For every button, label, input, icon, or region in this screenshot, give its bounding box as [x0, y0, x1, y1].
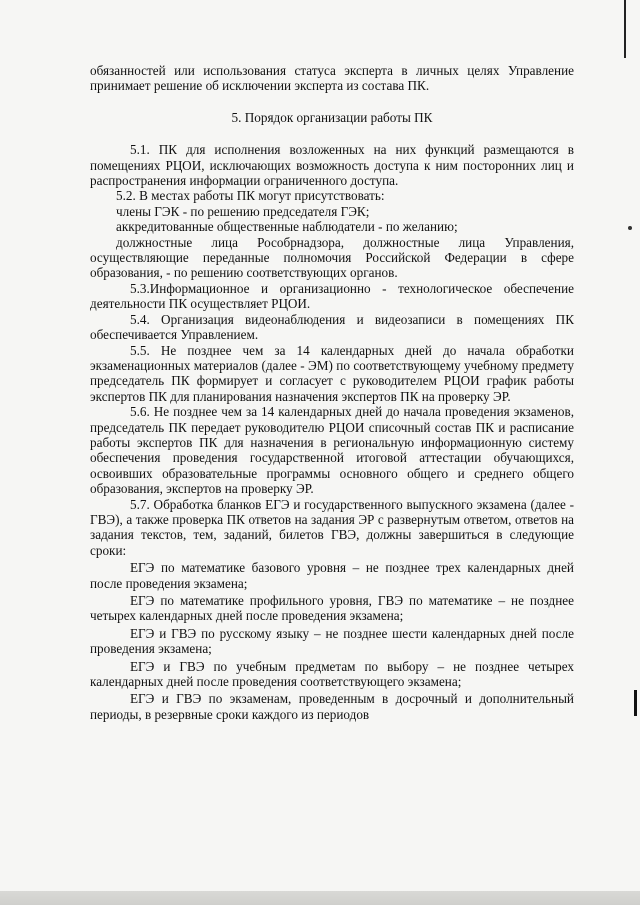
- document-body: [90, 63, 574, 722]
- paragraph-5-3: 5.3.Информационное и организационно - технологическое обеспечение деятельности ПК осуществляет РЦОИ.: [90, 280, 574, 312]
- list-item-observers: аккредитованные общественные наблюдатели - по желанию;: [116, 219, 458, 235]
- paragraph-5-1: 5.1. ПК для исполнения возложенных на них функций размещаются в помещениях РЦОИ, исключающих возможность доступа к ним посторонних лиц и распространения информации ограниченного доступа.: [90, 142, 574, 189]
- deadline-item-math-basic: ЕГЭ по математике базового уровня – не позднее трех календарных дней после проведения экзамена;: [90, 560, 574, 591]
- list-item-gek-members: члены ГЭК - по решению председателя ГЭК;: [116, 203, 370, 219]
- deadline-item-elective: ЕГЭ и ГВЭ по учебным предметам по выбору – не позднее четырех календарных дней после проведения соответствующего экзамена;: [90, 658, 574, 690]
- paragraph-5-4: 5.4. Организация видеонаблюдения и видеозаписи в помещениях ПК обеспечивается Управлением.: [90, 311, 574, 343]
- paragraph-5-5: 5.5. Не позднее чем за 14 календарных дней до начала обработки экзаменационных материалов (далее - ЭМ) по соответствующему учебному предмету председатель ПК формирует и согласует с руководителем РЦОИ график работы экспертов ПК для планирования назначения экспертов ПК на проверку ЭР.: [90, 342, 574, 404]
- list-item-officials: должностные лица Рособрнадзора, должностные лица Управления, осуществляющие переданные полномочия Российской Федерации в сфере образования, - по решению соответствующих органов.: [90, 234, 574, 281]
- scan-edge-mark: [624, 0, 626, 58]
- scan-edge-mark-right: [634, 690, 637, 716]
- deadline-item-math-profile: ЕГЭ по математике профильного уровня, ГВЭ по математике – не позднее четырех календарных дней после проведения экзамена;: [90, 593, 574, 624]
- scan-bottom-edge: [0, 891, 640, 905]
- paragraph-5-6: 5.6. Не позднее чем за 14 календарных дней до начала проведения экзаменов, председатель ПК передает руководителю РЦОИ списочный состав ПК и расписание работы экспертов ПК для назначения в региональную информационную систему обеспечения проведения государственной итоговой аттестации обучающихся, освоивших образовательные программы основного общего и среднего общего образования, экспертов на проверку ЭР.: [90, 404, 574, 497]
- section-heading: 5. Порядок организации работы ПК: [231, 109, 433, 125]
- intro-paragraph: обязанностей или использования статуса эксперта в личных целях Управление принимает решение об исключении эксперта из состава ПК.: [90, 63, 574, 94]
- paragraph-5-7: 5.7. Обработка бланков ЕГЭ и государственного выпускного экзамена (далее - ГВЭ), а также проверка ПК ответов на задания ЭР с развернутым ответом, ответов на задания текстов, тем, заданий, билетов ГВЭ, должны завершиться в следующие сроки:: [90, 496, 574, 558]
- deadline-item-early-additional: ЕГЭ и ГВЭ по экзаменам, проведенным в досрочный и дополнительный периоды, в резервные сроки каждого из периодов: [90, 691, 574, 722]
- scan-speck: [628, 226, 632, 230]
- deadline-item-russian: ЕГЭ и ГВЭ по русскому языку – не позднее шести календарных дней после проведения экзамена;: [90, 625, 574, 657]
- paragraph-5-2: 5.2. В местах работы ПК могут присутствовать:: [116, 188, 385, 204]
